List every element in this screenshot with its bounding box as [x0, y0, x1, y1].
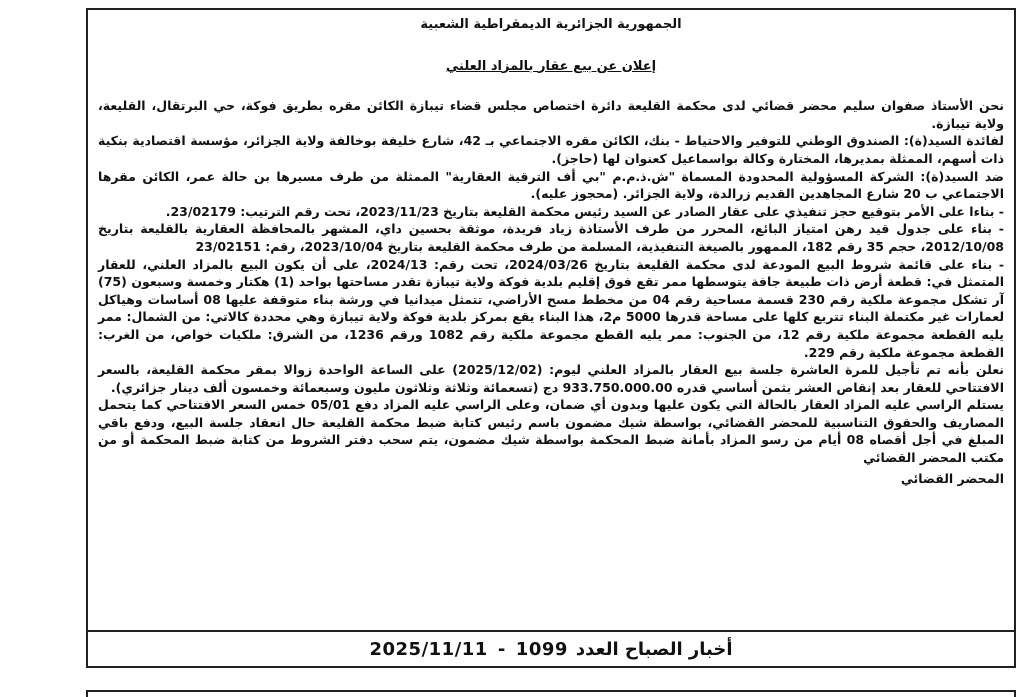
paragraph-seizure-order: - بناءا على الأمر بتوقيع حجز تنفيذي على عقار الصادر عن السيد رئيس محكمة القليعة بتاريخ 2023/11/23، تحت رقم الترتيب: 23/02179. — [165, 203, 1004, 219]
notice-content — [98, 10, 1004, 632]
notice-title: إعلان عن بيع عقار بالمزاد العلني — [445, 58, 657, 74]
signature: المحضر القضائي — [900, 470, 1004, 486]
paragraph-sale-conditions: - بناء على قائمة شروط البيع المودعة لدى محكمة القليعة بتاريخ 2024/03/26، تحت رقم: 2024/13، على أن يكون البيع بالمزاد العلني، للعقار المتمثل في: قطعة أرض ذات طبيعة جافة يتوسطها ممر تقع فوق إقليم بلدية فوكة ولاية تيبازة تقدر مساحتها بواحد (1) هكتار وخمسة وسبعون (75) آر تشكل مجموعة ملكية رقم 230 قسمة مساحية رقم 04 من مخطط مسح الأراضي، تتمثل ميدانيا في ورشة بناء متوقفة عليها 08 أساسات وهياكل لعمارات غير مكتملة البناء تتربع كلها على مساحة قدرها 5000 م2، هذا البناء يقع بمركز بلدية فوكة ولاية تيبازة وهي محددة كالاتي: من الشمال: ممر يليه القطعة مجموعة ملكية رقم 12، من الجنوب: ممر يليه القطع مجموعة ملكية رقم 1082 ورقم 1236، من الشرق: ملكيات خواص، من الغرب: القطعة مجموعة ملكية رقم 229. — [98, 256, 1005, 360]
paragraph-auction-date: نعلن بأنه تم تأجيل للمرة العاشرة جلسة بيع العقار بالمزاد العلني ليوم: (2025/12/02) على الساعة الواحدة زوالا بمقر محكمة القليعة، بالسعر الافتتاحي للعقار بعد إنقاص العشر بثمن أساسي قدره 933.750.000.00 دج (تسعمائة وثلاثة وثلاثون مليون وسبعمائة وخمسون ألف دينار جزائري). — [98, 362, 1004, 395]
footer-publication: أخبار الصباح العدد — [575, 638, 733, 660]
paragraph-lien-registry: - بناء على جدول قيد رهن امتياز البائع، المحرر من طرف الأستاذة زياد فريدة، موثقة بحسين داي، المشهر بالمحافظة العقارية بالقليعة بتاريخ 2012/10/08، حجم 35 رقم 182، الممهور بالصيغة التنفيذية، المسلمة من طرف محكمة القليعة بتاريخ 2023/10/04، رقم: 23/02151 — [98, 221, 1004, 254]
notice-frame — [86, 8, 1016, 668]
paragraph-bailiff: نحن الأستاذ صفوان سليم محضر قضائي لدى محكمة القليعة دائرة اختصاص مجلس قضاء تيبازة الكائن مقره بطريق فوكة، حي البرتقال، القليعة، ولاية تيبازة. — [98, 98, 1004, 131]
paragraph-debtor: ضد السيد(ة): الشركة المسؤولية المحدودة المسماة "ش.ذ.م.م "بي أف الترقية العقارية" الممثلة من طرف مسيرها بن حالة عمر، الكائن مقرها الاجتماعي ب 20 شارع المجاهدين القديم زرالدة، ولاية الجزائر. (محجوز عليه). — [98, 168, 1004, 202]
republic-header: الجمهورية الجزائرية الديمقراطية الشعبية — [420, 17, 682, 32]
publication-footer — [88, 630, 1014, 666]
footer-date: 2025/11/11 — [369, 638, 488, 660]
next-notice-border — [86, 690, 1016, 697]
footer-issue-number: 1099 — [515, 638, 568, 660]
footer-separator: - — [497, 638, 506, 660]
paragraph-creditor: لفائدة السيد(ة): الصندوق الوطني للتوفير والاحتياط - بنك، الكائن مقره الاجتماعي بـ 42، شارع خليفة بوخالفة ولاية الجزائر، مؤسسة اقتصادية بنكية ذات أسهم، الممثلة بمديرها، المختارة وكالة بواسماعيل كعنوان لها (حاجز). — [98, 133, 1004, 166]
paragraph-payment-terms: يستلم الراسي عليه المزاد العقار بالحالة التي يكون عليها وبدون أي ضمان، وعلى الراسي عليه المزاد دفع 05/01 خمس السعر الافتتاحي كما يتحمل المصاريف والحقوق التناسبية للمحضر القضائي، بواسطة شيك مضمون باسم رئيس كتابة ضبط محكمة القليعة حال انعقاد جلسة البيع، ودفع باقي المبلغ في أجل أقصاه 08 أيام من رسو المزاد بأمانة ضبط المحكمة بواسطة شيك مضمون، يتم سحب دفتر الشروط من كتابة ضبط المحكمة أو من مكتب المحضر القضائي — [98, 397, 1004, 466]
